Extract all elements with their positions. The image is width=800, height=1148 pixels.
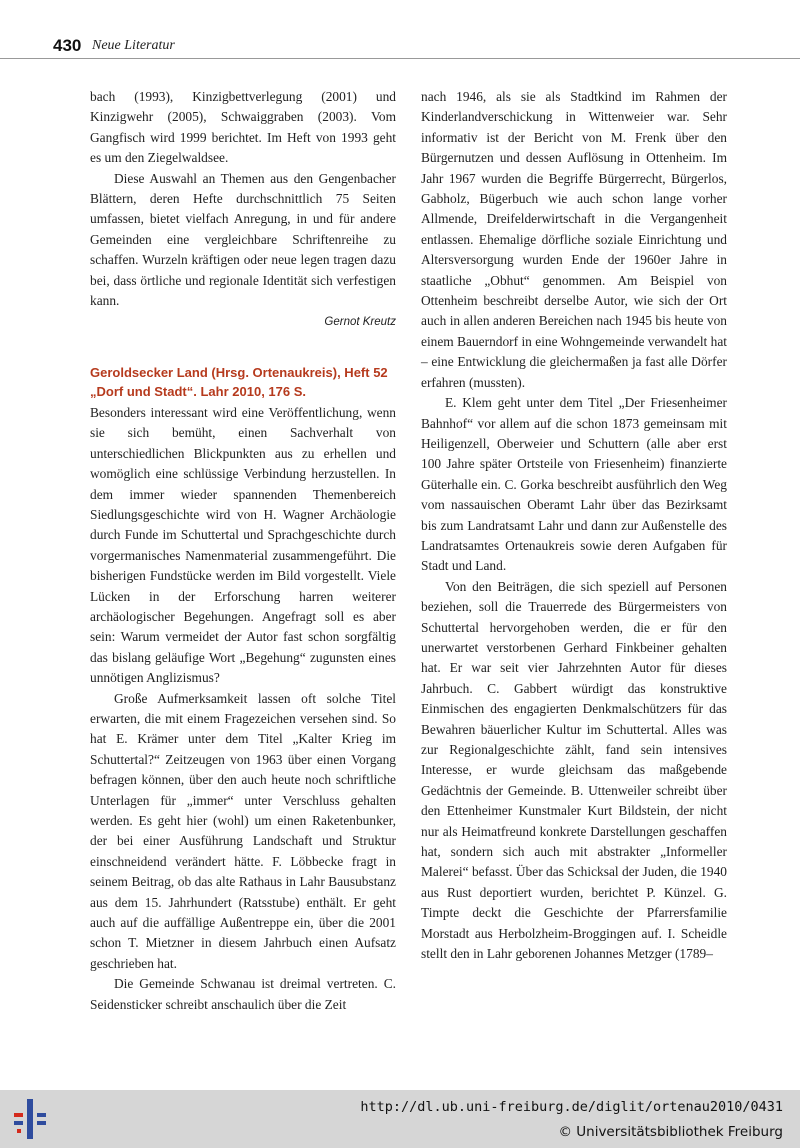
paragraph: Die Gemeinde Schwanau ist dreimal vertreten. C. Seidensticker schreibt anschaulich über die Zeit [90,976,396,1012]
right-column [421,87,727,964]
paragraph: bach (1993), Kinzigbettverlegung (2001) und Kinzigwehr (2005), Schwaiggraben (2003). Vom Gangfisch wird 1999 berichtet. Im Heft von 1993 geht es um den Ziegelwaldsee. [90,89,396,166]
review-signature: Gernot Kreutz [324,316,396,329]
university-library-logo-icon [10,1097,50,1141]
review-heading: Geroldsecker Land (Hrsg. Ortenaukreis), Heft 52 „Dorf und Stadt“. Lahr 2010, 176 S. [90,364,388,399]
running-title: Neue Literatur [92,38,175,53]
page-header [0,30,800,60]
left-column [90,87,396,1015]
paragraph: Besonders interessant wird eine Veröffentlichung, wenn sie sich bemüht, einen Sachverhalt von unterschiedlichen Blickpunkten aus zu erhellen und womöglich eine schlüssige Verbindung herzustellen. In dem immer wieder spannenden Themenbereich Siedlungsgeschichte wird von H. Wagner Archäologie durch Funde im Schuttertal und Sprachgeschichte durch vorgermanisches Namenmaterial zusammengeführt. Die bisherigen Fundstücke werden im Bild vorgestellt. Viele Lücken in der Erforschung harren weiterer archäologischer Begehungen. Angefragt soll es aber sein: Warum vermeidet der Autor fast schon sorgfältig das bislang geläufige Wort „Begehung“ zugunsten eines unnötigen Anglizismus? [90,404,396,686]
copyright-notice: © Universitätsbibliothek Freiburg [558,1124,783,1140]
paragraph: Von den Beiträgen, die sich speziell auf Personen beziehen, soll die Trauerrede des Bürgermeisters von Schuttertal hervorgehoben werden, die er für den unerwartet verstorbenen Gerhard Finkbeiner gehalten hat. Er war seit vier Jahrzehnten Autor für dieses Jahrbuch. C. Gabbert würdigt das konstruktive Einmischen des engagierten Denkmalschützers für das Bewahren bäuerlicher Kultur im Schuttertal. Alles was zur Regionalgeschichte zählt, fand sein intensives Interesse, er wurde gleichsam das maßgebende Gedächtnis der Gemeinde. B. Uttenweiler schreibt über den Ettenheimer Kunstmaler Kurt Bildstein, der nicht nur als Heimatfreund konkrete Darstellungen geschaffen hat, sondern sich auch mit abstrakter „Informeller Malerei“ befasst. Über das Schicksal der Juden, die 1940 aus Rust deportiert wurden, berichtet P. Künzel. G. Timpte deckt die Geschichte der Pfarrersfamilie Morstadt aus Herbolzheim-Broggingen auf. I. Scheidle stellt den in Lahr geborenen Johannes Metzger (1789– [421,578,727,962]
page-number: 430 [53,36,82,55]
paragraph: Große Aufmerksamkeit lassen oft solche Titel erwarten, die mit einem Fragezeichen versehen sind. So hat E. Krämer unter dem Titel „Kalter Krieg im Schuttertal?“ Zeitzeugen von 1963 über einen Vorgang befragen können, über den auch heute noch schriftliche Unterlagen für „immer“ unter Verschluss gehalten werden. Es geht hier (wohl) um einen Raketenbunker, der bei einer Ausführung Landschaft und Struktur einschneidend verändert hätte. F. Löbbecke fragt in seinem Beitrag, ob das alte Rathaus in Lahr Bausubstanz aus dem 15. Jahrhundert (Ratsstube) enthält. Er geht auch auf die auffällige Außentreppe ein, über die 2001 schon T. Mietzner in diesem Jahrbuch einen Aufsatz geschrieben hat. [90,690,396,971]
document-url-link[interactable]: http://dl.ub.uni-freiburg.de/diglit/ortenau2010/0431 [360,1099,783,1115]
header-rule [0,58,800,59]
paragraph: nach 1946, als sie als Stadtkind im Rahmen der Kinderlandverschickung in Wittenweier war. Sehr informativ ist der Bericht von M. Frenk über den Bürgernutzen und dessen Auflösung in Ottenheim. Im Jahr 1967 wurden die Begriffe Bürgerrecht, Bürgerlos, Gabholz, Bügerbuch wie auch schon lange vorher Allmende, Dreifelderwirtschaft in die Vergangenheit entlassen. Ehemalige dörfliche soziale Einrichtung und Altersversorgung wurden Ende der 1960er Jahre in staatliche „Obhut“ genommen. Am Beispiel von Ottenheim beschreibt derselbe Autor, wie sich der Ort auch in allen anderen Bereichen nach 1945 bis heute von einem Bauerndorf in eine Wohngemeinde verwandelt hat – eine Entwicklung die gleichermaßen ja fast alle Dörfer erfahren (mussten). [421,89,727,390]
paragraph: Diese Auswahl an Themen aus den Gengenbacher Blättern, deren Hefte durchschnittlich 75 Seiten umfassen, bietet vielfach Anregung, in und für andere Gemeinden eine vergleichbare Schriftenreihe zu schaffen. Wurzeln kräftigen oder neue legen tragen dazu bei, dass örtliche und regionale Identität sich verfestigen kann. [90,170,396,309]
footer-bar [0,1090,800,1148]
paragraph: E. Klem geht unter dem Titel „Der Friesenheimer Bahnhof“ vor allem auf die schon 1873 gemeinsam mit Heiligenzell, Oberweier und Schuttern (alle aber erst 100 Jahre später Ortsteile von Friesenheim) finanzierte Güterhalle ein. C. Gorka beschreibt ausführlich den Weg vom nassauischen Oberamt Lahr über das Bezirksamt bis zum Landratsamt Lahr und dann zur Außenstelle des Landratsamtes Ortenaukreis sowie deren Aufgaben für Stadt und Land. [421,395,727,574]
